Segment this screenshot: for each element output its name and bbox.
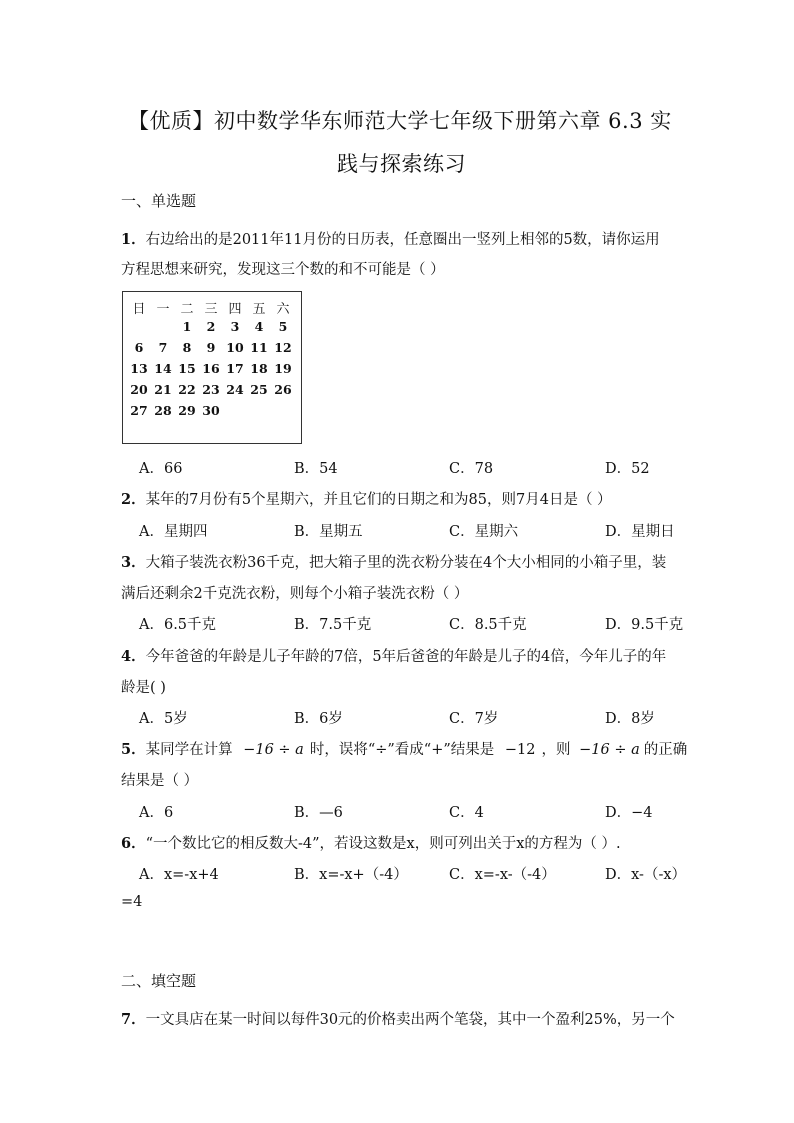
calendar-day-cell: 28 xyxy=(154,403,172,418)
question-7-line-1 xyxy=(121,1008,675,1029)
question-text: 某年的7月份有5个星期六，并且它们的日期之和为85，则7月4日是（ ） xyxy=(145,492,612,508)
question-6-line-1 xyxy=(121,832,621,853)
calendar-day-cell: 25 xyxy=(250,382,268,397)
question-text: 的正确 xyxy=(643,742,688,758)
question-5-option-b: B．—6 xyxy=(294,805,343,821)
page-title-line-2: 践与探索练习 xyxy=(337,152,466,176)
question-3-option-b: B．7.5千克 xyxy=(294,617,372,633)
page-title-line-1: 【优质】初中数学华东师范大学七年级下册第六章 6.3 实 xyxy=(128,109,672,133)
question-1-option-a: A．66 xyxy=(139,461,183,477)
calendar-day-cell: 29 xyxy=(178,403,196,418)
question-3-option-c: C．8.5千克 xyxy=(449,617,527,633)
calendar-day-cell: 14 xyxy=(154,361,172,376)
question-3-option-a: A．6.5千克 xyxy=(139,617,217,633)
question-text: 大箱子装洗衣粉36千克，把大箱子里的洗衣粉分装在4个大小相同的小箱子里，装 xyxy=(145,555,667,571)
calendar-day-cell: 12 xyxy=(274,340,292,355)
question-6-option-d: D．x-（-x） xyxy=(605,867,687,883)
calendar-day-cell: 11 xyxy=(250,340,268,355)
calendar-day-cell: 17 xyxy=(226,361,244,376)
question-6-option-d-wrap: =4 xyxy=(121,894,143,910)
question-4-line-2: 龄是( ) xyxy=(121,680,166,696)
math-expression: −16 ÷ a xyxy=(243,742,304,758)
question-3-line-2: 满后还剩余2千克洗衣粉，则每个小箱子装洗衣粉（ ） xyxy=(121,586,469,602)
calendar-day-cell: 23 xyxy=(202,382,220,397)
question-5-line-2: 结果是（ ） xyxy=(121,773,199,789)
calendar-day-cell: 7 xyxy=(158,340,168,355)
question-5-line-1 xyxy=(121,738,687,759)
question-number: 5． xyxy=(121,741,146,758)
calendar-day-cell: 4 xyxy=(254,319,264,334)
calendar-header-cell: 二 xyxy=(180,302,194,317)
question-text: 右边给出的是2011年11月份的日历表，任意圈出一竖列上相邻的5数，请你运用 xyxy=(145,232,660,248)
calendar-day-cell: 21 xyxy=(154,382,172,397)
calendar-header-cell: 日 xyxy=(132,302,146,317)
calendar-header-cell: 三 xyxy=(204,302,218,317)
calendar-header-cell: 六 xyxy=(276,302,290,317)
question-5-option-d: D．−4 xyxy=(605,805,653,821)
calendar-day-cell: 5 xyxy=(278,319,288,334)
question-2-option-a: A．星期四 xyxy=(139,524,208,540)
question-text: 时，误将“÷”看成“+”结果是 xyxy=(309,742,495,758)
question-6-option-c: C．x=-x-（-4） xyxy=(449,867,556,883)
question-text: 某同学在计算 xyxy=(145,742,233,758)
section-heading-single-choice: 一、单选题 xyxy=(121,192,197,210)
calendar-day-cell: 10 xyxy=(226,340,244,355)
question-4-option-c: C．7岁 xyxy=(449,711,499,727)
question-4-option-a: A．5岁 xyxy=(139,711,188,727)
question-2-line-1 xyxy=(121,488,612,509)
question-1-option-b: B．54 xyxy=(294,461,338,477)
question-number: 4． xyxy=(121,648,146,665)
calendar-day-cell: 26 xyxy=(274,382,292,397)
calendar-day-cell: 2 xyxy=(206,319,216,334)
question-4-option-d: D．8岁 xyxy=(605,711,655,727)
calendar-header-cell: 一 xyxy=(156,302,170,317)
question-3-line-1 xyxy=(121,551,666,572)
question-2-option-d: D．星期日 xyxy=(605,524,675,540)
question-3-option-d: D．9.5千克 xyxy=(605,617,684,633)
question-1-option-c: C．78 xyxy=(449,461,494,477)
question-text: 今年爸爸的年龄是儿子年龄的7倍，5年后爸爸的年龄是儿子的4倍，今年儿子的年 xyxy=(145,649,667,665)
question-4-option-b: B．6岁 xyxy=(294,711,343,727)
question-number: 6． xyxy=(121,835,146,852)
calendar-day-cell: 8 xyxy=(182,340,192,355)
question-1-option-d: D．52 xyxy=(605,461,650,477)
question-text: 一文具店在某一时间以每件30元的价格卖出两个笔袋，其中一个盈利25%，另一个 xyxy=(145,1012,675,1028)
question-1-line-2: 方程思想来研究，发现这三个数的和不可能是（ ） xyxy=(121,262,445,278)
question-text: ，则 xyxy=(541,742,571,758)
question-2-option-b: B．星期五 xyxy=(294,524,363,540)
calendar-day-cell: 6 xyxy=(134,340,144,355)
question-number: 7． xyxy=(121,1011,146,1028)
question-4-line-1 xyxy=(121,645,666,666)
question-6-option-a: A．x=-x+4 xyxy=(139,867,219,883)
calendar-day-cell: 19 xyxy=(274,361,292,376)
question-text: “一个数比它的相反数大-4”，若设这数是x，则可列出关于x的方程为（ ）. xyxy=(145,836,621,852)
calendar-day-cell: 18 xyxy=(250,361,268,376)
question-number: 1． xyxy=(121,231,146,248)
question-number: 3． xyxy=(121,554,146,571)
calendar-table xyxy=(122,291,302,444)
calendar-header-cell: 四 xyxy=(228,302,242,317)
section-heading-fill-blank: 二、填空题 xyxy=(121,972,197,990)
question-5-option-c: C．4 xyxy=(449,805,484,821)
question-1-line-1 xyxy=(121,228,660,249)
calendar-day-cell: 9 xyxy=(206,340,216,355)
calendar-day-cell: 27 xyxy=(130,403,148,418)
calendar-day-cell: 30 xyxy=(202,403,220,418)
question-5-option-a: A．6 xyxy=(139,805,174,821)
calendar-day-cell: 22 xyxy=(178,382,196,397)
math-expression: −16 ÷ a xyxy=(579,742,640,758)
question-number: 2． xyxy=(121,491,146,508)
question-6-option-b: B．x=-x+（-4） xyxy=(294,867,408,883)
question-2-option-c: C．星期六 xyxy=(449,524,519,540)
calendar-day-cell: 1 xyxy=(182,319,192,334)
calendar-day-cell: 13 xyxy=(130,361,148,376)
calendar-day-cell: 15 xyxy=(178,361,196,376)
calendar-header-cell: 五 xyxy=(252,302,266,317)
math-expression: −12 xyxy=(504,742,536,758)
calendar-day-cell: 16 xyxy=(202,361,220,376)
calendar-day-cell: 20 xyxy=(130,382,148,397)
calendar-day-cell: 24 xyxy=(226,382,244,397)
calendar-day-cell: 3 xyxy=(230,319,240,334)
